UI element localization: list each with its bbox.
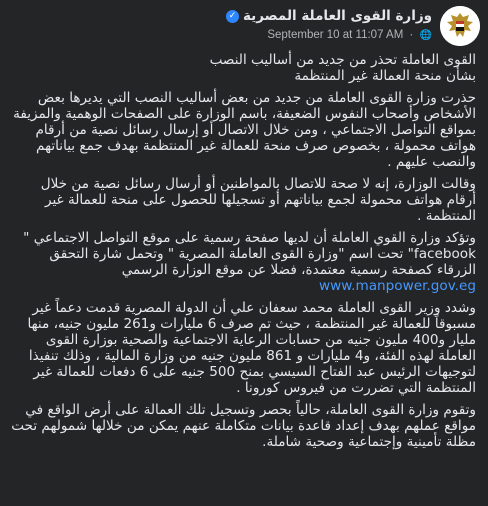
ministry-website-link[interactable]: www.manpower.gov.eg [319,278,476,294]
page-name-link[interactable] [226,8,432,24]
paragraph-2: وقالت الوزارة، إنه لا صحة للاتصال بالمواطنين أو أرسال رسائل نصية من خلال أرقام هواتف محمولة لجمع بياناتهم أو تسجيلها للحصول على منحة للعمالة غير المنتظمة . [40,176,476,224]
paragraph-1: حذرت وزارة القوى العاملة من جديد من بعض أساليب النصب التي يديرها بعض الأشخاص وأصحاب النفوس الضعيفة، باسم الوزارة على الصفحات الوهمية والمزيفة بمواقع التواصل الاجتماعي ، ومن خلال الاتصال أو إرسال رسائل نصية من أرقام هواتف محمولة ، بخصوص صرف منحة للعمالة غير المنتظمة بهدف جمع بياناتهم والنصب عليهم . [13,90,476,170]
globe-icon[interactable]: 🌐 [419,30,432,41]
meta-separator: · [409,29,414,41]
post-title [8,52,476,84]
title-line-2: بشأن منحة العمالة غير المنتظمة [294,68,476,84]
eagle-emblem-icon [440,6,480,46]
paragraph-4: وشدد وزير القوى العاملة محمد سعفان علي أن الدولة المصرية قدمت دعماً غير مسبوقاً للعمالة غير المنتظمة ، حيث تم صرف 6 مليارات و261 مليون جنيه، منها مليار و400 مليون جنيه من حسابات الرعاية الاجتماعية والصحية بوزارة القوى العاملة لهذه الفئة، و4 مليارات و 861 مليون جنيه من وزارة المالية ، وذلك تنفيذا لتوجيهات الرئيس عبد الفتاح السيسي بمنح 500 جنيه على 6 دفعات للعمالة غير المنتظمة التي تضررت من فيروس كورونا . [27,300,476,396]
page-name[interactable]: وزارة القوى العاملة المصرية [242,8,432,24]
post-header [8,6,480,46]
paragraph-3 [8,230,476,294]
verified-check-icon: ✓ [226,10,239,23]
paragraph-5: وتقوم وزارة القوى العاملة، حالياً بحصر وتسجيل تلك العمالة على أرض الواقع في مواقع عملهم بهدف إعداد قاعدة بيانات متكاملة عنهم يمكن من خلالها شمولهم تحت مظلة تأمينية وإجتماعية وصحية شاملة. [11,402,476,450]
post-body [8,52,476,456]
post-meta [267,29,432,41]
title-line-1: القوى العاملة تحذر من جديد من أساليب النصب [209,52,476,68]
paragraph-3-text: وتؤكد وزارة القوي العاملة أن لديها صفحة رسمية على موقع التواصل الاجتماعي " facebook" تحت اسم "وزارة القوى العاملة المصرية " وتحمل شارة التحقق الزرقاء كصفحة رسمية معتمدة، فضلا عن موقع الوزارة الرسمي [23,230,476,278]
post-timestamp[interactable]: September 10 at 11:07 AM [267,29,404,41]
page-avatar[interactable] [440,6,480,46]
